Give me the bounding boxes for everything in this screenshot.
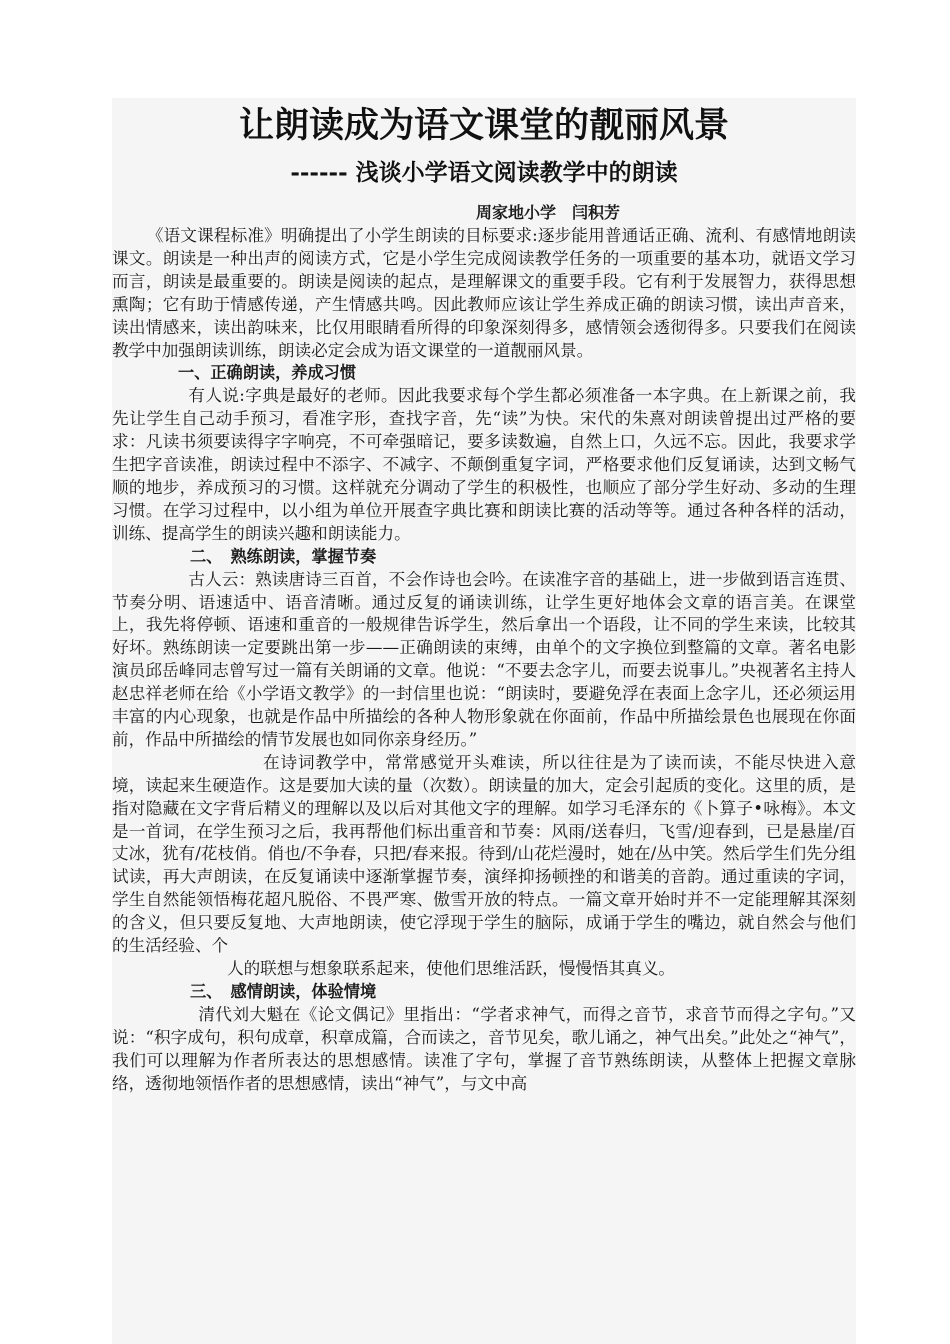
section1-paragraph: 有人说:字典是最好的老师。因此我要求每个学生都必须准备一本字典。在上新课之前，我先让学生自己动手预习，看准字形，查找字音，先“读”为快。宋代的朱熹对朗读曾提出过严格的要求：凡读书须要读得字字响亮，不可牵强暗记，要多读数遍，自然上口，久远不忘。因此，我要求学生把字音读准，朗读过程中不添字、不减字、不颠倒重复字词，严格要求他们反复诵读，达到文畅气顺的地步，养成预习的习惯。这样就充分调动了学生的积极性，也顺应了部分学生好动、多动的生理习惯。在学习过程中，以小组为单位开展查字典比赛和朗读比赛的活动等等。通过各种各样的活动，训练、提高学生的朗读兴趣和朗读能力。 bbox=[112, 386, 856, 543]
author-line: 周家地小学 闫积芳 bbox=[475, 203, 620, 222]
document-body bbox=[112, 225, 856, 1095]
section-heading-1: 一、正确朗读，养成习惯 bbox=[178, 363, 357, 383]
document-title: 让朗读成为语文课堂的靓丽风景 bbox=[238, 105, 729, 146]
section2-paragraph-2: 在诗词教学中，常常感觉开头难读，所以往往是为了读而读，不能尽快进入意境，读起来生硬造作。这是要加大读的量（次数）。朗读量的加大，定会引起质的变化。这里的质，是指对隐藏在文字背后精义的理解以及以后对其他文字的理解。如学习毛泽东的《卜算子•咏梅》。本文是一首词，在学生预习之后，我再帮他们标出重音和节奏：风雨/送春归，飞雪/迎春到，已是悬崖/百丈冰，犹有/花枝俏。俏也/不争春，只把/春来报。待到/山花烂漫时，她在/丛中笑。然后学生们先分组试读，再大声朗读，在反复诵读中逐渐掌握节奏，演绎抑扬顿挫的和谐美的音韵。通过重读的字词，学生自然能领悟梅花超凡脱俗、不畏严寒、傲雪开放的特点。一篇文章开始时并不一定能理解其深刻的含义，但只要反复地、大声地朗读，使它浮现于学生的脑际，成诵于学生的嘴边，就自然会与他们的生活经验、个 bbox=[112, 752, 856, 956]
section-heading-3: 三、 感情朗读，体验情境 bbox=[190, 981, 377, 1001]
section2-paragraph-1: 古人云：熟读唐诗三百首，不会作诗也会吟。在读准字音的基础上，进一步做到语言连贯、节奏分明、语速适中、语音清晰。通过反复的诵读训练，让学生更好地体会文章的语言美。在课堂上，我先将停顿、语速和重音的一般规律告诉学生，然后拿出一个语段，让不同的学生来读，比较其好坏。熟练朗读一定要跳出第一步——正确朗读的束缚，由单个的文字换位到整篇的文章。著名电影演员邱岳峰同志曾写过一篇有关朗诵的文章。他说：“不要去念字儿，而要去说事儿。”央视著名主持人赵忠祥老师在给《小学语文教学》的一封信里也说：“朗读时，要避免浮在表面上念字儿，还必须运用丰富的内心现象，也就是作品中所描绘的各种人物形象就在你面前，作品中所描绘景色也展现在你面前，作品中所描绘的情节发展也如同你亲身经历。” bbox=[112, 569, 856, 749]
intro-paragraph: 《语文课程标准》明确提出了小学生朗读的目标要求:逐步能用普通话正确、流利、有感情地朗读课文。朗读是一种出声的阅读方式，它是小学生完成阅读教学任务的一项重要的基本功，就语文学习而言，朗读是最重要的。朗读是阅读的起点，是理解课文的重要手段。它有利于发展智力，获得思想熏陶；它有助于情感传递，产生情感共鸣。因此教师应该让学生养成正确的朗读习惯，读出声音来，读出情感来，读出韵味来，比仅用眼睛看所得的印象深刻得多，感情领会透彻得多。只要我们在阅读教学中加强朗读训练，朗读必定会成为语文课堂的一道靓丽风景。 bbox=[112, 226, 856, 360]
document-page bbox=[112, 98, 856, 1344]
section3-paragraph: 清代刘大魁在《论文偶记》里指出：“学者求神气，而得之音节，求音节而得之字句。”又说：“积字成句，积句成章，积章成篇，合而读之，音节见矣，歌儿诵之，神气出矣。”此处之“神气”，我们可以理解为作者所表达的思想感情。读准了字句，掌握了音节熟练朗读，从整体上把握文章脉络，透彻地领悟作者的思想感情，读出“神气”，与文中高 bbox=[112, 1004, 856, 1093]
document-subtitle: ------ 浅谈小学语文阅读教学中的朗读 bbox=[290, 159, 678, 186]
section-heading-2: 二、 熟练朗读，掌握节奏 bbox=[190, 546, 377, 566]
section2-paragraph-3: 人的联想与想象联系起来，使他们思维活跃，慢慢悟其真义。 bbox=[227, 959, 676, 978]
